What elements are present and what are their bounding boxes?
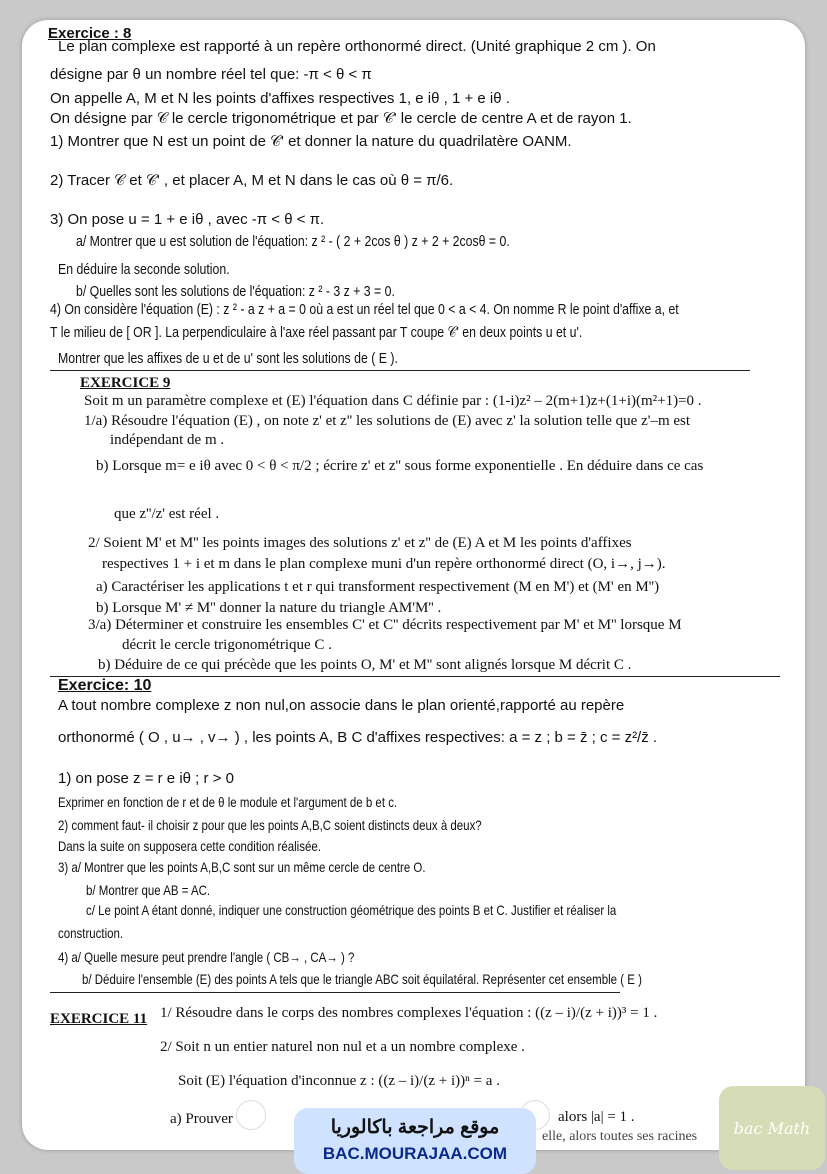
section-divider	[50, 676, 780, 677]
ex11-line-4: a) Prouver	[170, 1111, 233, 1127]
site-logo-icon	[236, 1100, 266, 1130]
ex8-line-9: En déduire la seconde solution.	[58, 261, 230, 278]
ex10-line-4: Exprimer en fonction de r et de θ le module et l'argument de b et c.	[58, 794, 398, 810]
ex10-line-10: construction.	[58, 925, 124, 941]
section-divider	[50, 992, 620, 993]
exercise-9-heading: EXERCICE 9	[80, 375, 171, 391]
ex8-line-7: 3) On pose u = 1 + e iθ , avec -π < θ < π.	[50, 211, 325, 228]
bac-math-logo-text: bac Math	[733, 1118, 811, 1138]
ex8-line-8: a/ Montrer que u est solution de l'équation: z ² - ( 2 + 2cos θ ) z + 2 + 2cosθ = 0.	[76, 233, 510, 250]
ex9-line-10: 3/a) Déterminer et construire les ensembles C' et C'' décrits respectivement par M' et M'' lorsque M	[88, 617, 682, 633]
ex9-line-1: Soit m un paramètre complexe et (E) l'équation dans C définie par : (1-i)z² – 2(m+1)z+(1+i)(m²+1)=0 .	[84, 393, 702, 409]
ex8-line-6: 2) Tracer 𝒞 et 𝒞' , et placer A, M et N dans le cas où θ = π/6.	[50, 172, 454, 189]
ex9-line-8: a) Caractériser les applications t et r qui transforment respectivement (M en M') et (M' en M'')	[96, 579, 660, 595]
ex8-line-2: désigne par θ un nombre réel tel que: -π < θ < π	[50, 66, 372, 83]
ex8-line-3: On appelle A, M et N les points d'affixes respectives 1, e iθ , 1 + e iθ .	[50, 90, 510, 107]
ex10-line-7: 3) a/ Montrer que les points A,B,C sont sur un même cercle de centre O.	[58, 859, 426, 875]
ex9-line-5: que z''/z' est réel .	[114, 506, 220, 522]
ex10-line-3: 1) on pose z = r e iθ ; r > 0	[58, 770, 234, 787]
ex10-line-6: Dans la suite on supposera cette condition réalisée.	[58, 838, 321, 854]
exercise-8-heading: Exercice : 8	[48, 25, 132, 42]
ex10-line-9: c/ Le point A étant donné, indiquer une construction géométrique des points B et C. Justifier et réaliser la	[86, 902, 617, 918]
ex9-line-3: indépendant de m .	[110, 432, 225, 448]
ex11-line-1: 1/ Résoudre dans le corps des nombres complexes l'équation : ((z – i)/(z + i))³ = 1 .	[160, 1005, 658, 1021]
ex11-line-6: elle, alors toutes ses racines	[542, 1129, 698, 1144]
ex10-line-12: b/ Déduire l'ensemble (E) des points A tels que le triangle ABC soit équilatéral. Représenter cet ensemble ( E )	[82, 971, 642, 987]
ex10-line-2: orthonormé ( O , u→ , v→ ) , les points A, B C d'affixes respectives: a = z ; b = z̄ ; c = z²/z̄ .	[58, 729, 658, 746]
ex9-line-4: b) Lorsque m= e iθ avec 0 < θ < π/2 ; écrire z' et z'' sous forme exponentielle . En déduire dans ce cas	[96, 458, 704, 474]
bac-math-badge	[719, 1086, 825, 1170]
watermark-banner[interactable]	[294, 1108, 536, 1174]
ex9-line-7: respectives 1 + i et m dans le plan complexe muni d'un repère orthonormé direct (O, i→, j→).	[102, 556, 666, 572]
ex10-line-5: 2) comment faut- il choisir z pour que les points A,B,C soient distincts deux à deux?	[58, 817, 482, 833]
document-page	[22, 20, 811, 1163]
ex9-line-9: b) Lorsque M' ≠ M'' donner la nature du triangle AM'M'' .	[96, 600, 442, 616]
ex9-line-12: b) Déduire de ce qui précède que les points O, M' et M'' sont alignés lorsque M décrit C .	[98, 657, 632, 673]
exercise-10-heading: Exercice: 10	[58, 677, 152, 694]
ex8-line-11: 4) On considère l'équation (E) : z ² - a z + a = 0 où a est un réel tel que 0 < a < 4. On nomme R le point d'affixe a, et	[50, 301, 679, 318]
ex8-line-10: b/ Quelles sont les solutions de l'équation: z ² - 3 z + 3 = 0.	[76, 283, 395, 300]
watermark-arabic: موقع مراجعة باكالوريا	[330, 1117, 500, 1138]
ex8-line-5: 1) Montrer que N est un point de 𝒞' et donner la nature du quadrilatère OANM.	[50, 133, 572, 150]
ex10-line-11: 4) a/ Quelle mesure peut prendre l'angle ( CB→ , CA→ ) ?	[58, 949, 355, 965]
ex9-line-6: 2/ Soient M' et M'' les points images des solutions z' et z'' de (E) A et M les points d'affixes	[88, 535, 632, 551]
ex10-line-1: A tout nombre complexe z non nul,on associe dans le plan orienté,rapporté au repère	[58, 697, 625, 714]
ex10-line-8: b/ Montrer que AB = AC.	[86, 882, 211, 898]
ex8-line-1: Le plan complexe est rapporté à un repère orthonormé direct. (Unité graphique 2 cm ). On	[58, 38, 656, 55]
ex8-line-13: Montrer que les affixes de u et de u' sont les solutions de ( E ).	[58, 350, 398, 367]
ex9-line-11: décrit le cercle trigonométrique C .	[122, 637, 332, 653]
ex11-line-3: Soit (E) l'équation d'inconnue z : ((z – i)/(z + i))ⁿ = a .	[178, 1073, 500, 1089]
ex9-line-2: 1/a) Résoudre l'équation (E) , on note z' et z'' les solutions de (E) avec z' la solution telle que z'–m est	[84, 413, 691, 429]
ex11-line-5: alors |a| = 1 .	[558, 1109, 635, 1125]
ex8-line-12: T le milieu de [ OR ]. La perpendiculaire à l'axe réel passant par T coupe 𝒞' en deux points u et u'.	[50, 324, 583, 341]
ex11-line-2: 2/ Soit n un entier naturel non nul et a un nombre complexe .	[160, 1039, 525, 1055]
exercise-11-heading: EXERCICE 11	[50, 1011, 148, 1027]
ex8-line-4: On désigne par 𝒞 le cercle trigonométrique et par 𝒞' le cercle de centre A et de rayon 1.	[50, 110, 632, 127]
section-divider	[50, 370, 750, 371]
watermark-site-link[interactable]: BAC.MOURAJAA.COM	[322, 1144, 508, 1163]
